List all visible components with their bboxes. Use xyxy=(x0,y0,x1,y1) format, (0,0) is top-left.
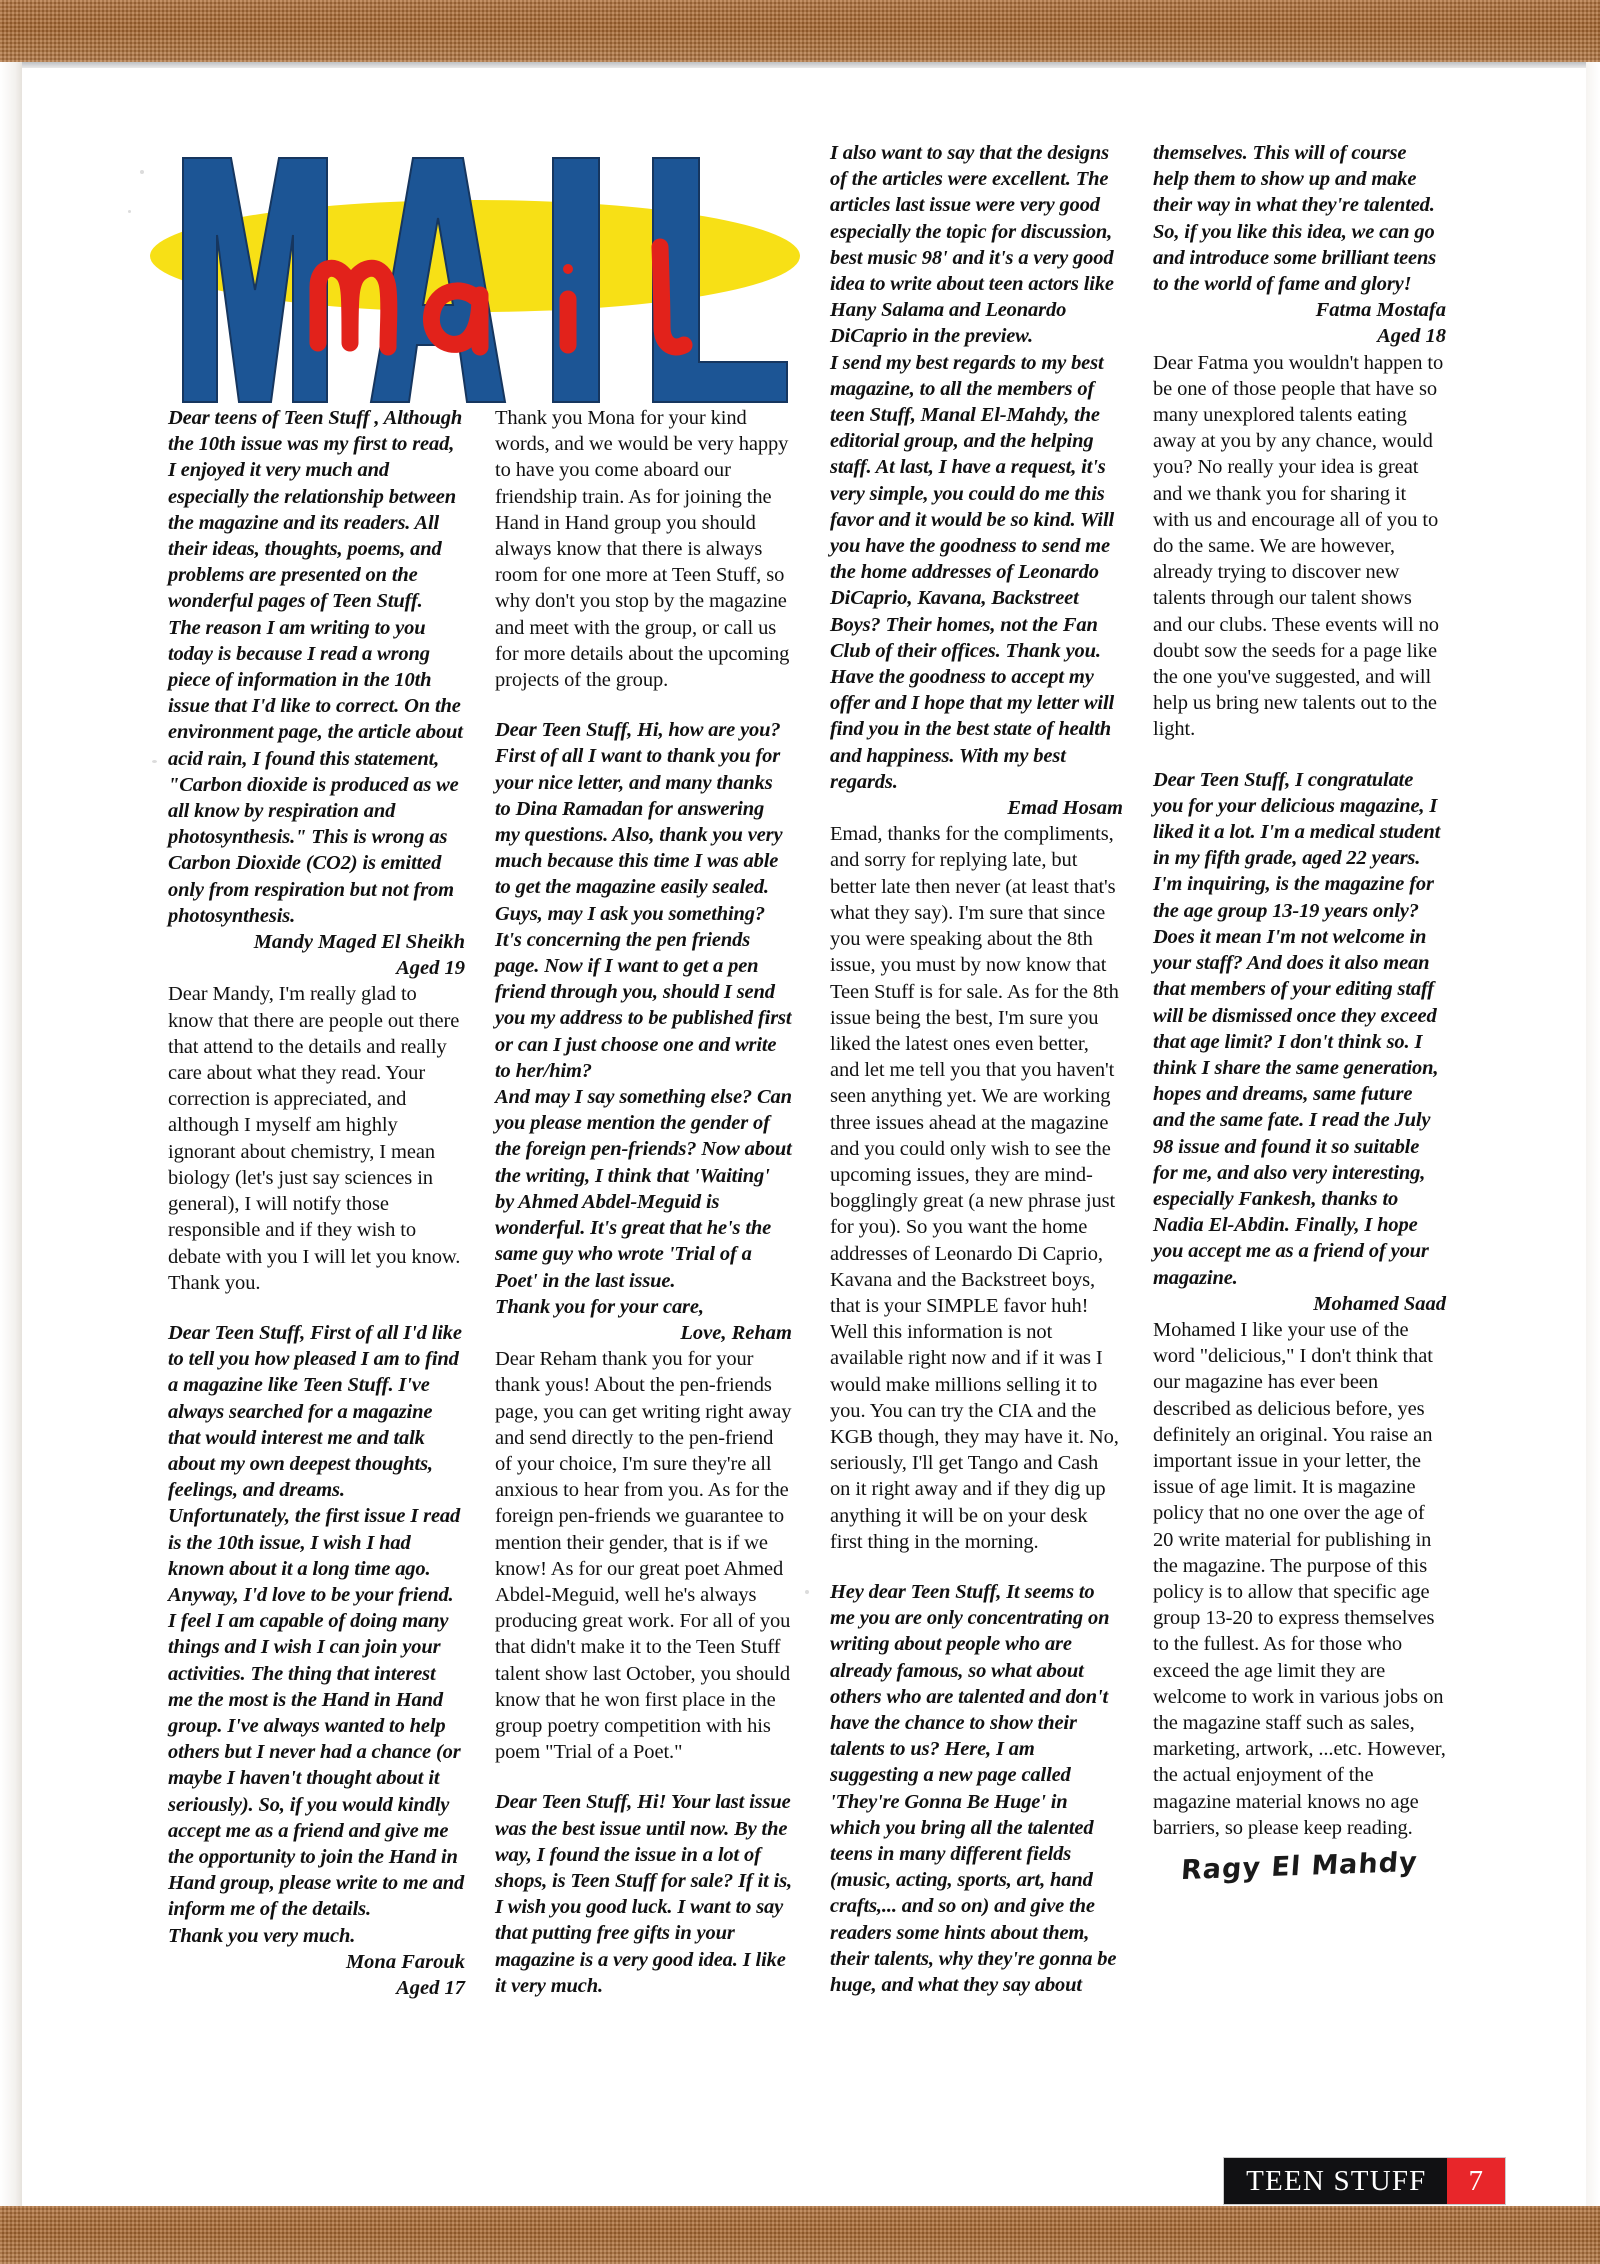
editor-reply-paragraph: Emad, thanks for the compliments, and sorry for replying late, but better late then never (at least that's what they say). I'm sure that since you were speaking about the 8th issue, you must by now know that Teen Stuff is for sale. As for the 8th issue being the best, I'm sure you liked the latest ones even better, and let me tell you that you haven't seen anything yet. We are working three issues ahead at the magazine and you could only wish to see the upcoming issues, they are mind-bogglingly great (a new phrase just for you). So you want the home addresses of Leonardo Di Caprio, Kavana and the Backstreet boys, that is your SIMPLE favor huh! Well this information is not available right now and if it was I would make millions selling it to you. You can try the CIA and the KGB though, they may have it. No, seriously, I'll get Tango and Cash on it right away and if they dig up anything it will be on your desk first thing in the morning. xyxy=(830,823,1119,1553)
letter-paragraph: Hey dear Teen Stuff, It seems to me you are only concentrating on writing about people who are already famous, so what about others who are talented and don't have the chance to show their talents to us? Here, I am suggesting a new page called 'They're Gonna Be Huge' in which you bring all the talented teens in many different fields (music, acting, sports, art, hand crafts,... and so on) and give the readers some hints about them, their talents, why they're gonna be huge, and what they say about xyxy=(830,1580,1117,1997)
right-columns-group xyxy=(830,140,1446,1998)
editor-reply-paragraph: Dear Reham thank you for your thank yous! About the pen-friends page, you can get writing right away and send directly to the pen-friend of your choice, I'm sure they're all anxious to hear from you. As for the foreign pen-friends we guarantee to mention their gender, that is if we know! As for our great poet Ahmed Abdel-Meguid, well he's always producing great work. For all of you that didn't make it to the Teen Stuff talent show last October, you should know that he won first place in the group poetry competition with his poem "Trial of a Poet." xyxy=(495,1348,792,1764)
letter-signature: Fatma Mostafa xyxy=(1315,299,1446,322)
bottom-decorative-bar xyxy=(0,2206,1600,2264)
letter-paragraph: Guys, may I ask you something? It's concerning the pen friends page. Now if I want to get a pen friend through you, should I send you my address to be published first or can I just choose one and write to her/him? xyxy=(495,902,792,1082)
letter-paragraph: themselves. This will of course help them to show up and make their way in what they're talented. xyxy=(1153,142,1435,217)
letter-paragraph: I also want to say that the designs of the articles were excellent. The articles last issue were very good especially the topic for discussion, best music 98' and it's a very good idea to write about teen actors like Hany Salama and Leonardo DiCaprio in the preview. xyxy=(830,142,1114,348)
column-2 xyxy=(495,405,792,2001)
letter-paragraph: And may I say something else? Can you please mention the gender of the foreign pen-friends? Now about the writing, I think that 'Waiting' by Ahmed Abdel-Meguid is wonderful. It's great that he's the same guy who wrote 'Trial of a Poet' in the last issue. xyxy=(495,1086,792,1292)
editor-reply-paragraph: Thank you Mona for your kind words, and we would be very happy to have you come aboard our friendship train. As for joining the Hand in Hand group you should always know that there is always room for one more at Teen Stuff, so why don't you stop by the magazine and meet with the group, or call us for more details about the upcoming projects of the group. xyxy=(495,407,790,692)
paragraph-spacer xyxy=(495,693,792,717)
letter-signature-age: Aged 17 xyxy=(396,1976,465,1999)
letter-signature: Mandy Maged El Sheikh xyxy=(253,931,465,954)
handwritten-signature-wrap xyxy=(1153,1841,1446,1887)
magazine-name-label: TEEN STUFF xyxy=(1224,2158,1446,2204)
letter-signature-age: Aged 18 xyxy=(1377,325,1446,348)
left-page-edge xyxy=(0,62,22,2206)
letter-paragraph: The reason I am writing to you today is because I read a wrong piece of information in the 10th issue that I'd like to correct. On the environment page, the article about acid rain, I found this statement, "Carbon dioxide is produced as we all know by respiration and photosynthesis." This is wrong as Carbon Dioxide (CO2) is emitted only from respiration but not from photosynthesis. xyxy=(168,616,463,927)
letter-paragraph: Dear teens of Teen Stuff , Although the 10th issue was my first to read, I enjoyed it very much and especially the relationship between the magazine and its readers. All their ideas, thoughts, poems, and problems are presented on the wonderful pages of Teen Stuff. xyxy=(168,407,463,613)
letter-paragraph: Dear Teen Stuff, Hi! Your last issue was the best issue until now. By the way, I found the issue in a lot of shops, is Teen Stuff for sale? If it is, I wish you good luck. I want to say that putting free gifts in your magazine is a very good idea. I like it very much. xyxy=(495,1791,792,1997)
letter-signature-age: Aged 19 xyxy=(396,957,465,980)
letter-paragraph: Thank you for your care, xyxy=(495,1295,704,1318)
editor-reply-paragraph: Dear Fatma you wouldn't happen to be one of those people that have so many unexplored talents eating away at you by any chance, would you? No really your idea is great and we thank you for sharing it with us and encourage all of you to do the same. We are however, already trying to discover new talents through our talent shows and our clubs. These events will no doubt sow the seeds for a page like the one you've suggested, and will help us bring new talents out to the light. xyxy=(1153,351,1444,741)
scan-speck xyxy=(152,760,157,763)
letter-signature: Love, Reham xyxy=(680,1321,792,1344)
letter-signature: Emad Hosam xyxy=(1007,797,1123,820)
letter-paragraph: Dear Teen Stuff, I congratulate you for your delicious magazine, I liked it a lot. I'm a medical student in my fifth grade, aged 22 years. I'm inquiring, is the magazine for the age group 13-19 years only? Does it mean I'm not welcome in your staff? And does it also mean that members of your editing staff will be dismissed once they exceed that age limit? I don't think so. I think I share the same generation, hopes and dreams, same future and the same fate. I read the July 98 issue and found it so suitable for me, and also very interesting, especially Fankesh, thanks to Nadia El-Abdin. Finally, I hope you accept me as a friend of your magazine. xyxy=(1153,768,1441,1289)
masthead xyxy=(150,140,810,420)
left-columns-group xyxy=(168,405,792,2001)
letter-paragraph: I send my best regards to my best magazine, to all the members of teen Stuff, Manal El-Mahdy, the editorial group, and the helping staff. At last, I have a request, it's very simple, you could do me this favor and it would be so kind. Will you have the goodness to send me the home addresses of Leonardo DiCaprio, Kavana, Backstreet Boys? Their homes, not the Fan Club of their offices. Thank you. Have the goodness to accept my offer and I hope that my letter will find you in the best state of health and happiness. With my best regards. xyxy=(830,351,1115,793)
paragraph-spacer xyxy=(168,1296,465,1320)
footer-page-badge xyxy=(1224,2158,1505,2204)
letter-signature: Mohamed Saad xyxy=(1313,1292,1446,1315)
scan-speck xyxy=(805,1590,809,1594)
letter-paragraph: Dear Teen Stuff, Hi, how are you? First of all I want to thank you for your nice letter, and many thanks to Dina Ramadan for answering my questions. Also, thank you very much because this time I was able to get the magazine easily sealed. xyxy=(495,719,783,899)
scan-speck xyxy=(128,210,131,213)
letter-signature: Mona Farouk xyxy=(345,1950,465,1973)
column-4 xyxy=(1153,140,1446,1998)
right-page-edge xyxy=(1586,62,1600,2206)
editor-reply-paragraph: Dear Mandy, I'm really glad to know that there are people out there that attend to the details and really care about what they read. Your correction is appreciated, and although I myself am highly ignorant about chemistry, I mean biology (let's just say sciences in general), I will notify those responsible and if they wish to debate with you I will let you know. Thank you. xyxy=(168,983,461,1294)
letter-paragraph: Dear Teen Stuff, First of all I'd like to tell you how pleased I am to find a magazine like Teen Stuff. I've always searched for a magazine that would interest me and talk about my own deepest thoughts, feelings, and dreams. Unfortunately, the first issue I read is the 10th issue, I wish I had known about it a long time ago. Anyway, I'd love to be your friend. I feel I am capable of doing many things and I wish I can join your activities. The thing that interest me the most is the Hand in Hand group. I've always wanted to help others but I never had a chance (or maybe I haven't thought about it seriously). So, if you would kindly accept me as a friend and give me the opportunity to join the Hand in Hand group, please write to me and inform me of the details. xyxy=(168,1321,465,1921)
paragraph-spacer xyxy=(1153,743,1446,767)
handwritten-signature: Ragy El Mahdy xyxy=(1180,1846,1420,1887)
paragraph-spacer xyxy=(495,1765,792,1789)
column-3 xyxy=(830,140,1123,1998)
letter-paragraph: Thank you very much. xyxy=(168,1924,356,1947)
editor-reply-paragraph: Mohamed I like your use of the word "delicious," I don't think that our magazine has ever been described as delicious before, yes definitely an original. You raise an important issue in your letter, the issue of age limit. It is magazine policy that no one over the age of 20 write material for publishing in the magazine. The purpose of this policy is to allow that specific age group 13-20 to express themselves to the fullest. As for those who exceed the age limit they are welcome to work in various jobs on the magazine staff such as sales, marketing, artwork, ...etc. However, the actual enjoyment of the magazine material knows no age barriers, so please keep reading. xyxy=(1153,1318,1446,1839)
page-number-label: 7 xyxy=(1447,2158,1506,2204)
paragraph-spacer xyxy=(830,1555,1123,1579)
letter-paragraph: So, if you like this idea, we can go and introduce some brilliant teens to the world of fame and glory! xyxy=(1153,220,1437,296)
column-1 xyxy=(168,405,465,2001)
top-decorative-bar xyxy=(0,0,1600,62)
mail-cursive-script xyxy=(300,235,770,375)
scan-speck xyxy=(140,170,144,174)
